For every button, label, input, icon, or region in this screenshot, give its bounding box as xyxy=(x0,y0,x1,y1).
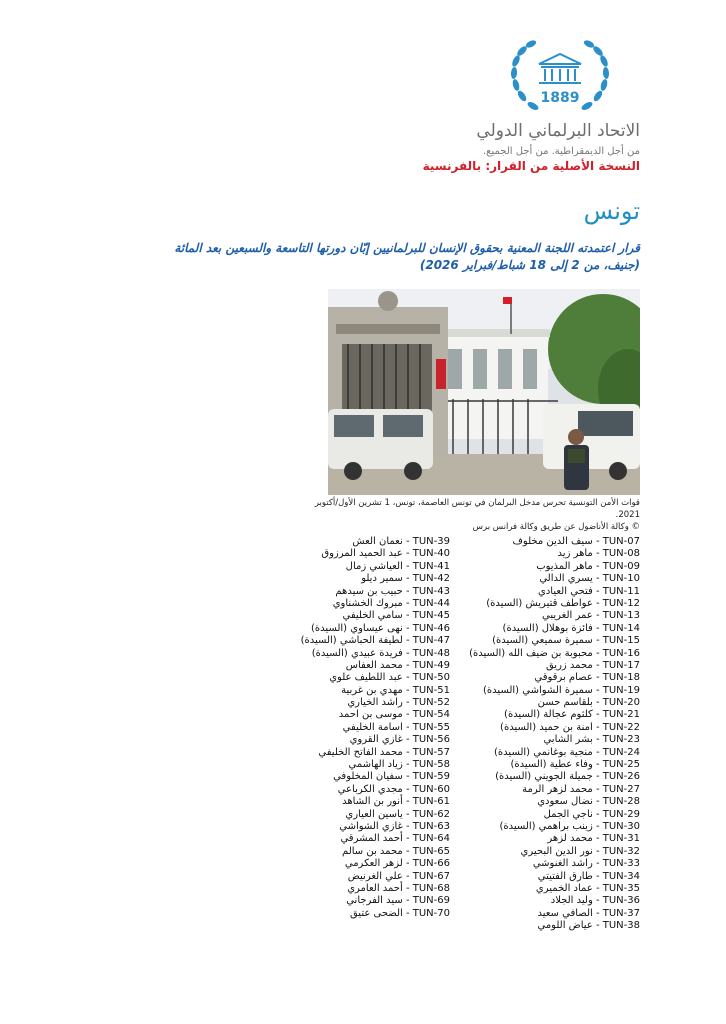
list-item: TUN-60 - مجدي الكرباعي xyxy=(337,783,450,795)
list-item: TUN-64 - أحمد المشرقي xyxy=(340,833,450,845)
subtitle-line-1: قرار اعتمدته اللجنة المعنية بحقوق الإنسان للبرلمانيين إبّان دورتها التاسعة والسبعين بعد المائة xyxy=(174,241,640,255)
list-item: TUN-33 - راشد الغنوشي xyxy=(532,858,640,870)
page-title: تونس xyxy=(583,197,640,225)
list-item: TUN-46 - نهى عيساوي (السيدة) xyxy=(311,622,450,634)
list-item: TUN-20 - بلقاسم حسن xyxy=(537,697,640,709)
parliament-entrance-image-icon xyxy=(328,289,640,495)
list-item: TUN-24 - منجية بوغانمي (السيدة) xyxy=(494,746,640,758)
list-item: TUN-22 - امنة بن حميد (السيدة) xyxy=(500,721,640,733)
list-item: TUN-48 - فريدة عبيدي (السيدة) xyxy=(311,647,450,659)
list-item: TUN-39 - نعمان العش xyxy=(352,536,450,547)
list-item: TUN-26 - جميلة الجويني (السيدة) xyxy=(495,771,640,783)
caption-credit: © وكالة الأناضول عن طريق وكالة فرانس برس xyxy=(472,522,640,532)
list-item: TUN-44 - مبروك الخشناوي xyxy=(332,597,450,609)
list-item: TUN-30 - زينب براهمي (السيدة) xyxy=(499,820,640,832)
list-item: TUN-29 - ناجي الجمل xyxy=(543,808,640,820)
resolution-subtitle xyxy=(80,240,640,274)
list-item: TUN-45 - سامي الخليفي xyxy=(342,610,450,622)
list-item: TUN-50 - عبد اللطيف علوي xyxy=(329,672,450,684)
caption-text: قوات الأمن التونسية تحرس مدخل البرلمان في تونس العاصمة، تونس، 1 تشرين الأول/أكتوبر 2021. xyxy=(314,498,640,520)
list-item: TUN-43 - حبيب بن سيدهم xyxy=(335,585,450,597)
org-slogan: من أجل الديمقراطية. من أجل الجميع. xyxy=(483,146,640,157)
list-item: TUN-63 - غازي الشواشي xyxy=(339,820,450,832)
list-item: TUN-40 - عبد الحميد المرزوق xyxy=(321,548,450,560)
list-item: TUN-69 - سيد الفرجاني xyxy=(346,895,450,907)
list-item: TUN-32 - نور الدين البحيري xyxy=(520,845,640,857)
list-item: TUN-49 - محمد العفاس xyxy=(345,659,450,671)
list-item: TUN-35 - عماد الخميري xyxy=(535,882,640,894)
list-item: TUN-58 - زياد الهاشمي xyxy=(348,759,450,771)
list-item: TUN-59 - سفيان المخلوفي xyxy=(333,771,450,783)
list-item: TUN-68 - أحمد العامري xyxy=(347,882,450,894)
laurel-emblem-icon xyxy=(505,38,615,120)
list-item: TUN-14 - فائزة بوهلال (السيدة) xyxy=(502,622,640,634)
list-item: TUN-27 - محمد لزهر الرمة xyxy=(522,783,640,795)
original-language-note: النسخة الأصلية من القرار: بالفرنسية xyxy=(422,159,640,173)
list-item: TUN-21 - كلثوم عجالة (السيدة) xyxy=(504,709,640,721)
list-item: TUN-23 - بشر الشابي xyxy=(543,734,640,746)
list-item: TUN-19 - سميرة الشواشي (السيدة) xyxy=(483,684,640,696)
list-item: TUN-38 - عياض اللومي xyxy=(537,920,640,932)
org-name: الاتحاد البرلماني الدولي xyxy=(476,121,640,141)
list-item: TUN-66 - لزهر العكرمي xyxy=(344,858,450,870)
list-item: TUN-70 - الضحى عتيق xyxy=(349,907,450,919)
list-item: TUN-67 - علي الغرنيض xyxy=(347,870,450,882)
logo-year: 1889 xyxy=(540,90,580,106)
list-item: TUN-37 - الصافي سعيد xyxy=(537,907,640,919)
list-item: TUN-17 - محمد زريق xyxy=(545,659,640,671)
members-list-left xyxy=(210,536,450,920)
list-item: TUN-56 - غازي القروي xyxy=(349,734,450,746)
list-item: TUN-62 - ياسين العياري xyxy=(345,808,450,820)
list-item: TUN-55 - اسامة الخليفي xyxy=(342,721,450,733)
list-item: TUN-10 - يسري الدالي xyxy=(539,573,640,585)
ipu-logo xyxy=(470,38,650,120)
list-item: TUN-25 - وفاء عطية (السيدة) xyxy=(510,759,640,771)
list-item: TUN-65 - محمد بن سالم xyxy=(342,845,450,857)
list-item: TUN-28 - نضال سعودي xyxy=(537,796,640,808)
subtitle-line-2: (جنيف، من 2 إلى 18 شباط/فبراير 2026) xyxy=(419,258,640,272)
list-item: TUN-54 - موسى بن احمد xyxy=(338,709,450,721)
parliament-photo xyxy=(328,289,640,495)
list-item: TUN-31 - محمد لزهر xyxy=(547,833,640,845)
list-item: TUN-34 - طارق الفتيتي xyxy=(537,870,640,882)
list-item: TUN-51 - مهدي بن غربية xyxy=(341,684,450,696)
list-item: TUN-11 - فتحي العيادي xyxy=(538,585,640,597)
list-item: TUN-13 - عمر الغريبي xyxy=(542,610,640,622)
list-item: TUN-09 - ماهر المذيوب xyxy=(536,560,640,572)
list-item: TUN-61 - أنور بن الشاهد xyxy=(342,796,450,808)
photo-caption xyxy=(310,497,640,533)
list-item: TUN-16 - محبوبة بن ضيف الله (السيدة) xyxy=(469,647,640,659)
list-item: TUN-36 - وليد الجلاد xyxy=(550,895,640,907)
list-item: TUN-47 - لطيفة الحباشي (السيدة) xyxy=(300,635,450,647)
list-item: TUN-07 - سيف الدين مخلوف xyxy=(512,536,640,547)
list-item: TUN-12 - عواطف قتيريش (السيدة) xyxy=(486,597,640,609)
list-item: TUN-41 - العياشي زمال xyxy=(345,560,450,572)
list-item: TUN-18 - عصام برقوقي xyxy=(534,672,640,684)
list-item: TUN-15 - سميرة سميعي (السيدة) xyxy=(492,635,640,647)
list-item: TUN-57 - محمد الفاتح الخليفي xyxy=(318,746,450,758)
list-item: TUN-42 - سمير ديلو xyxy=(361,573,450,585)
list-item: TUN-08 - ماهر زيد xyxy=(557,548,640,560)
list-item: TUN-52 - راشد الخياري xyxy=(347,697,450,709)
